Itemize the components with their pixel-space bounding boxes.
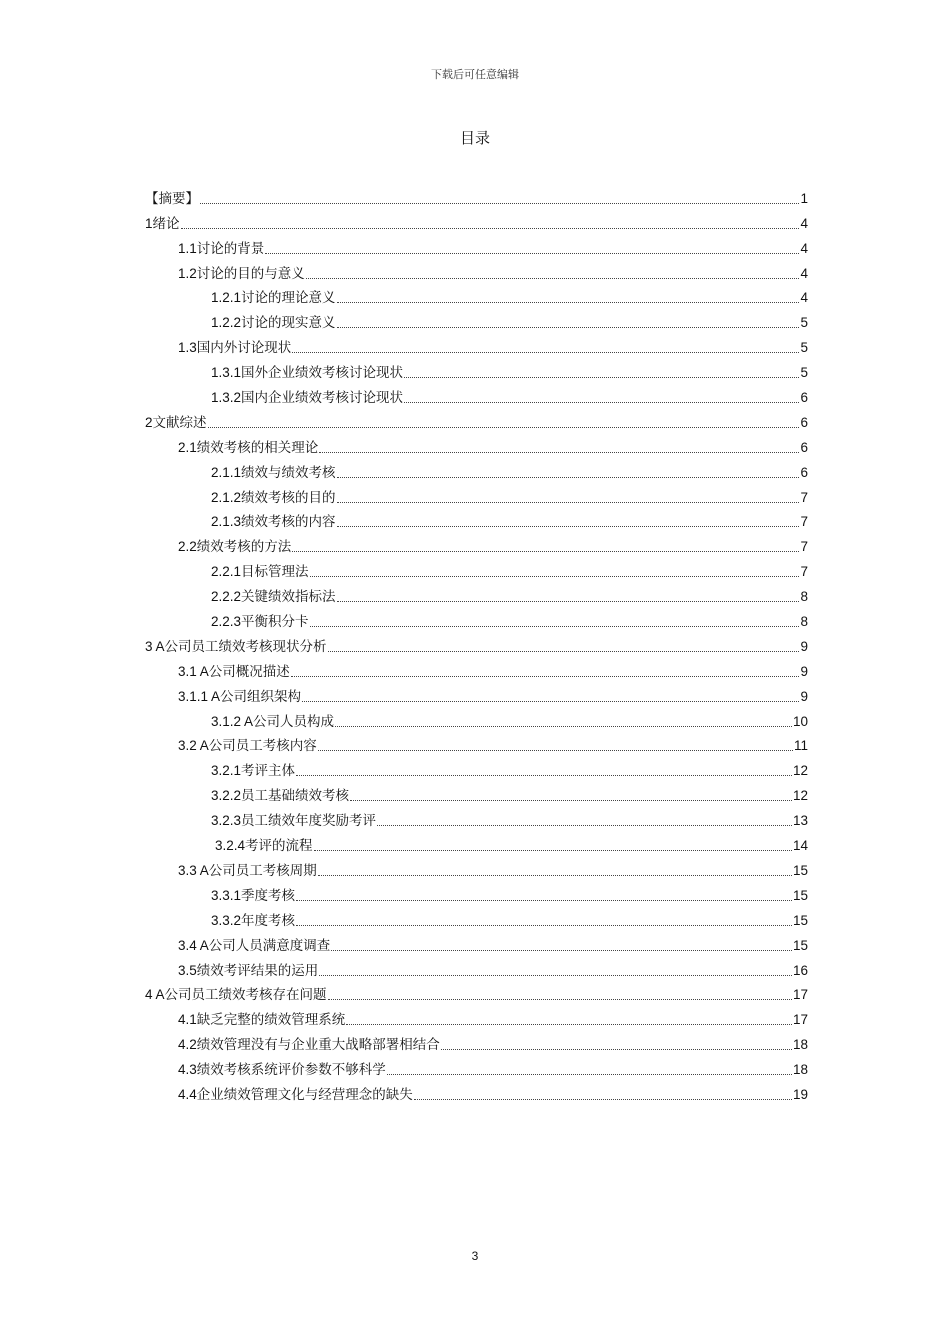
- toc-entry[interactable]: [145, 681, 808, 706]
- toc-entry-title: 文献综述: [152, 414, 207, 431]
- toc-entry-title: 绩效考核的目的: [241, 489, 336, 506]
- toc-entry-number: 4.3: [178, 1062, 197, 1078]
- toc-entry[interactable]: [145, 1004, 808, 1029]
- dot-leader: [350, 790, 792, 801]
- toc-entry-title: 绩效考核的方法: [196, 539, 292, 556]
- toc-entry-title: 关键绩效指标法: [241, 589, 336, 606]
- toc-entry-title: 年度考核: [241, 912, 296, 929]
- toc-entry-page: 7: [800, 539, 808, 555]
- toc-entry-number: 4.1: [178, 1012, 197, 1028]
- toc-entry-page: 12: [792, 788, 808, 804]
- toc-entry-page: 6: [800, 439, 808, 455]
- toc-entry[interactable]: [145, 606, 808, 631]
- dot-leader: [319, 965, 792, 976]
- toc-entry-title: 公司人员构成: [253, 713, 335, 730]
- toc-entry-title: 讨论的理论意义: [241, 290, 336, 307]
- toc-entry-page: 9: [800, 638, 808, 654]
- toc-entry-title: 缺乏完整的绩效管理系统: [196, 1012, 346, 1029]
- dot-leader: [337, 467, 800, 478]
- toc-entry-page: 17: [792, 1012, 808, 1028]
- toc-entry-title: 公司员工考核周期: [208, 862, 317, 879]
- toc-entry[interactable]: [145, 307, 808, 332]
- toc-entry[interactable]: [145, 880, 808, 905]
- toc-entry[interactable]: [145, 706, 808, 731]
- toc-entry-page: 6: [800, 414, 808, 430]
- toc-entry-page: 4: [800, 290, 808, 306]
- toc-entry-number: 3.3.2: [211, 912, 242, 928]
- toc-entry-page: 13: [792, 813, 808, 829]
- toc-entry-page: 15: [792, 912, 808, 928]
- toc-entry[interactable]: [145, 357, 808, 382]
- dot-leader: [318, 740, 793, 751]
- toc-entry-page: 6: [800, 390, 808, 406]
- toc-entry-page: 4: [800, 215, 808, 231]
- toc-entry[interactable]: [145, 556, 808, 581]
- toc-entry[interactable]: [145, 382, 808, 407]
- toc-entry[interactable]: [145, 432, 808, 457]
- toc-entry[interactable]: [145, 531, 808, 556]
- dot-leader: [337, 591, 800, 602]
- dot-leader: [296, 915, 792, 926]
- dot-leader: [310, 616, 800, 627]
- toc-entry-page: 5: [800, 340, 808, 356]
- toc-entry-page: 19: [792, 1086, 808, 1102]
- dot-leader: [319, 442, 799, 453]
- toc-entry[interactable]: [145, 731, 808, 756]
- toc-entry-page: 9: [800, 663, 808, 679]
- table-of-contents: [145, 183, 808, 1104]
- toc-entry-number: 2.1.1: [211, 464, 242, 480]
- dot-leader: [200, 193, 799, 204]
- page-header: 下载后可任意编辑: [431, 68, 519, 81]
- toc-entry-title: 企业绩效管理文化与经营理念的缺失: [196, 1086, 413, 1103]
- toc-entry-title: 绩效与绩效考核: [241, 464, 336, 481]
- dot-leader: [337, 292, 800, 303]
- toc-entry-number: 4.2: [178, 1037, 197, 1053]
- dot-leader: [314, 840, 792, 851]
- dot-leader: [265, 243, 799, 254]
- toc-entry-number: 2.2.3: [211, 614, 242, 630]
- toc-entry[interactable]: [145, 980, 808, 1005]
- toc-entry-page: 4: [800, 240, 808, 256]
- toc-entry[interactable]: [145, 905, 808, 930]
- toc-entry-page: 15: [792, 937, 808, 953]
- toc-entry-title: 公司人员满意度调查: [208, 937, 331, 954]
- dot-leader: [404, 367, 799, 378]
- toc-entry-number: 2: [145, 414, 153, 430]
- toc-entry-page: 12: [792, 763, 808, 779]
- toc-entry[interactable]: [145, 407, 808, 432]
- dot-leader: [292, 541, 799, 552]
- toc-entry-title: 季度考核: [241, 887, 296, 904]
- dot-leader: [291, 666, 800, 677]
- dot-leader: [441, 1039, 792, 1050]
- toc-entry[interactable]: [145, 233, 808, 258]
- toc-entry-number: 4.4: [178, 1086, 197, 1102]
- toc-entry-number: 1.1: [178, 240, 197, 256]
- toc-entry-page: 7: [800, 489, 808, 505]
- dot-leader: [208, 417, 800, 428]
- dot-leader: [328, 641, 800, 652]
- toc-entry[interactable]: [145, 183, 808, 208]
- toc-entry-title: 考评的流程: [245, 838, 313, 855]
- toc-entry[interactable]: [145, 955, 808, 980]
- toc-entry-number: 3.1.1 A: [178, 688, 221, 704]
- dot-leader: [404, 392, 799, 403]
- toc-entry-number: 1.2.2: [211, 315, 242, 331]
- dot-leader: [377, 815, 792, 826]
- toc-entry-title: 国内外讨论现状: [196, 340, 292, 357]
- toc-entry-number: 3.2 A: [178, 738, 209, 754]
- toc-entry-page: 15: [792, 887, 808, 903]
- toc-entry-title: 讨论的目的与意义: [196, 265, 305, 282]
- toc-entry-number: 1: [145, 215, 153, 231]
- toc-entry[interactable]: [145, 780, 808, 805]
- toc-entry[interactable]: [145, 283, 808, 308]
- toc-entry-title: 目标管理法: [241, 564, 309, 581]
- dot-leader: [296, 890, 792, 901]
- toc-entry-title: 绩效考核系统评价参数不够科学: [196, 1062, 386, 1079]
- toc-entry-page: 5: [800, 365, 808, 381]
- toc-entry-page: 8: [800, 614, 808, 630]
- toc-entry[interactable]: [145, 930, 808, 955]
- toc-entry-title: 绩效考评结果的运用: [196, 962, 319, 979]
- toc-entry-page: 9: [800, 688, 808, 704]
- toc-entry-page: 1: [800, 190, 808, 206]
- toc-entry[interactable]: [145, 855, 808, 880]
- dot-leader: [335, 716, 792, 727]
- toc-entry-page: 10: [792, 713, 808, 729]
- toc-entry-number: 1.3.1: [211, 365, 242, 381]
- dot-leader: [310, 566, 800, 577]
- toc-entry-title: 绩效考核的内容: [241, 514, 336, 531]
- dot-leader: [337, 492, 800, 503]
- toc-entry-title: 公司概况描述: [208, 663, 290, 680]
- toc-entry-number: 3.3.1: [211, 887, 242, 903]
- toc-entry-title: 讨论的现实意义: [241, 315, 336, 332]
- toc-entry[interactable]: [145, 1079, 808, 1104]
- toc-entry-number: 3 A: [145, 638, 165, 654]
- toc-title: 目录: [459, 129, 490, 147]
- toc-entry-title: 绪论: [152, 215, 180, 232]
- toc-entry-number: 1.3: [178, 340, 197, 356]
- dot-leader: [414, 1089, 792, 1100]
- page-number: 3: [471, 1249, 479, 1263]
- toc-entry[interactable]: [145, 1029, 808, 1054]
- dot-leader: [296, 765, 792, 776]
- toc-entry-number: 2.1.3: [211, 514, 242, 530]
- toc-entry-page: 8: [800, 589, 808, 605]
- toc-entry[interactable]: [145, 755, 808, 780]
- dot-leader: [181, 218, 800, 229]
- dot-leader: [387, 1064, 792, 1075]
- toc-entry-title: 员工绩效年度奖励考评: [241, 813, 377, 830]
- toc-entry-page: 18: [792, 1037, 808, 1053]
- toc-entry-page: 7: [800, 514, 808, 530]
- toc-entry-number: 2.2: [178, 539, 197, 555]
- toc-entry-title: 公司员工考核内容: [208, 738, 317, 755]
- toc-entry[interactable]: [145, 457, 808, 482]
- toc-entry-page: 17: [792, 987, 808, 1003]
- toc-entry-page: 16: [792, 962, 808, 978]
- toc-entry[interactable]: [145, 581, 808, 606]
- dot-leader: [337, 317, 800, 328]
- toc-entry-number: 1.3.2: [211, 390, 242, 406]
- dot-leader: [292, 342, 799, 353]
- toc-entry-title: 公司员工绩效考核存在问题: [164, 987, 327, 1004]
- toc-entry[interactable]: [145, 208, 808, 233]
- toc-entry-title: 【摘要】: [145, 190, 199, 207]
- toc-entry-page: 18: [792, 1062, 808, 1078]
- toc-entry-page: 14: [792, 838, 808, 854]
- toc-entry-number: 1.2: [178, 265, 197, 281]
- toc-entry[interactable]: [145, 805, 808, 830]
- toc-entry-number: 3.5: [178, 962, 197, 978]
- toc-entry[interactable]: [145, 656, 808, 681]
- dot-leader: [328, 989, 792, 1000]
- toc-entry-number: 3.2.1: [211, 763, 242, 779]
- toc-entry-page: 6: [800, 464, 808, 480]
- toc-entry-number: 3.2.2: [211, 788, 242, 804]
- toc-entry-number: 4 A: [145, 987, 165, 1003]
- toc-entry-page: 11: [793, 738, 808, 754]
- toc-entry-title: 国外企业绩效考核讨论现状: [241, 365, 404, 382]
- toc-entry[interactable]: [145, 631, 808, 656]
- toc-entry-title: 公司组织架构: [220, 688, 302, 705]
- toc-entry-title: 国内企业绩效考核讨论现状: [241, 390, 404, 407]
- toc-entry[interactable]: [145, 258, 808, 283]
- toc-entry-number: 2.1.2: [211, 489, 242, 505]
- toc-entry-number: 3.1.2 A: [211, 713, 254, 729]
- toc-entry[interactable]: [145, 830, 808, 855]
- toc-entry-page: 4: [800, 265, 808, 281]
- toc-entry-page: 15: [792, 862, 808, 878]
- toc-entry-title: 公司员工绩效考核现状分析: [164, 638, 327, 655]
- toc-entry-number: 3.4 A: [178, 937, 209, 953]
- dot-leader: [318, 865, 792, 876]
- toc-entry[interactable]: [145, 507, 808, 532]
- toc-entry-title: 考评主体: [241, 763, 296, 780]
- toc-entry-title: 绩效考核的相关理论: [196, 439, 319, 456]
- toc-entry-title: 讨论的背景: [196, 240, 265, 257]
- dot-leader: [337, 516, 800, 527]
- toc-entry-page: 7: [800, 564, 808, 580]
- toc-entry-number: 3.1 A: [178, 663, 209, 679]
- toc-entry-number: 3.2.3: [211, 813, 242, 829]
- toc-entry-number: 1.2.1: [211, 290, 242, 306]
- toc-entry-number: 2.2.1: [211, 564, 242, 580]
- toc-entry-title: 绩效管理没有与企业重大战略部署相结合: [196, 1037, 440, 1054]
- toc-entry[interactable]: [145, 332, 808, 357]
- toc-entry-title: 员工基础绩效考核: [241, 788, 350, 805]
- toc-entry[interactable]: [145, 1054, 808, 1079]
- toc-entry-title: 平衡积分卡: [241, 614, 309, 631]
- toc-entry-number: 3.3 A: [178, 862, 209, 878]
- toc-entry-page: 5: [800, 315, 808, 331]
- toc-entry[interactable]: [145, 482, 808, 507]
- dot-leader: [306, 268, 800, 279]
- toc-entry-number: 2.1: [178, 439, 197, 455]
- dot-leader: [302, 691, 799, 702]
- dot-leader: [346, 1014, 792, 1025]
- toc-entry-number: 3.2.4: [215, 838, 246, 854]
- dot-leader: [331, 940, 792, 951]
- toc-entry-number: 2.2.2: [211, 589, 242, 605]
